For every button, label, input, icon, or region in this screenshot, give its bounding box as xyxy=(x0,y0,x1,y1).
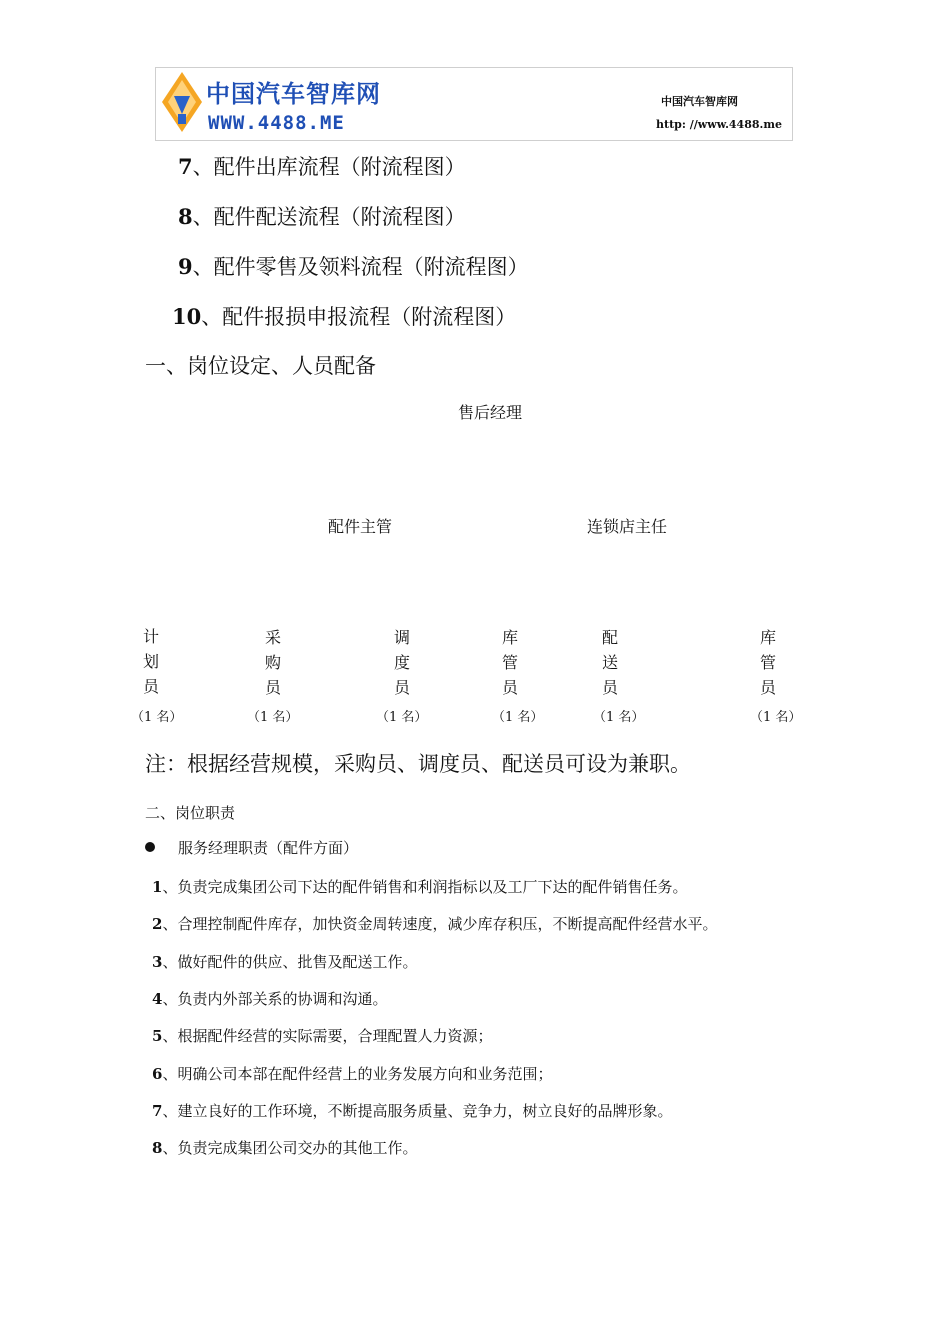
duty-item xyxy=(152,1100,672,1121)
org-role-planner xyxy=(141,624,161,699)
logo-icon xyxy=(160,70,204,136)
duty-item xyxy=(152,913,717,934)
duty-number: 5 xyxy=(152,1027,163,1045)
role-char: 采 xyxy=(264,628,281,647)
duty-item xyxy=(152,1025,492,1046)
duties-subtitle: 服务经理职责（配件方面） xyxy=(178,839,359,857)
org-role-dispatcher xyxy=(392,625,412,700)
duty-number: 6 xyxy=(152,1065,163,1083)
role-count: （1 名） xyxy=(750,710,802,725)
toc-item-10 xyxy=(172,301,516,331)
toc-item-8 xyxy=(178,201,466,231)
role-char: 计 xyxy=(142,627,159,646)
duty-text: 、负责内外部关系的协调和沟通。 xyxy=(162,990,388,1008)
toc-number: 9 xyxy=(178,254,193,279)
org-chain-store-director: 连锁店主任 xyxy=(587,517,668,536)
role-char: 库 xyxy=(501,628,518,647)
duty-item xyxy=(152,876,687,897)
duty-text: 、根据配件经营的实际需要，合理配置人力资源； xyxy=(162,1027,493,1045)
duty-item xyxy=(152,1137,417,1158)
toc-text: 、配件报损申报流程（附流程图） xyxy=(201,305,517,329)
duty-text: 、做好配件的供应、批售及配送工作。 xyxy=(162,953,418,971)
duty-text: 、负责完成集团公司交办的其他工作。 xyxy=(162,1139,418,1157)
role-char: 员 xyxy=(393,678,410,697)
duty-number: 2 xyxy=(152,915,163,933)
role-count: （1 名） xyxy=(376,710,428,725)
toc-text: 、配件零售及领料流程（附流程图） xyxy=(192,255,529,279)
section-title-duties: 二、岗位职责 xyxy=(145,804,236,822)
role-count: （1 名） xyxy=(593,710,645,725)
role-char: 员 xyxy=(264,678,281,697)
duty-number: 3 xyxy=(152,953,163,971)
role-count: （1 名） xyxy=(492,710,544,725)
duty-text: 、合理控制配件库存，加快资金周转速度，减少库存积压，不断提高配件经营水平。 xyxy=(162,915,718,933)
header-banner xyxy=(155,67,793,141)
role-char: 员 xyxy=(759,678,776,697)
role-char: 划 xyxy=(142,652,159,671)
duty-number: 7 xyxy=(152,1102,163,1120)
org-role-warehouse-keeper-2 xyxy=(758,625,778,700)
duty-item xyxy=(152,988,387,1009)
duty-item xyxy=(152,1063,552,1084)
role-char: 员 xyxy=(501,678,518,697)
role-char: 员 xyxy=(601,678,618,697)
duty-number: 4 xyxy=(152,990,163,1008)
role-count: （1 名） xyxy=(131,710,183,725)
header-site-name: 中国汽车智库网 xyxy=(661,95,738,108)
duty-text: 、负责完成集团公司下达的配件销售和利润指标以及工厂下达的配件销售任务。 xyxy=(162,878,688,896)
toc-number: 8 xyxy=(178,204,193,229)
duty-text: 、建立良好的工作环境，不断提高服务质量、竞争力，树立良好的品牌形象。 xyxy=(162,1102,673,1120)
duty-number: 8 xyxy=(152,1139,163,1157)
duty-text: 、明确公司本部在配件经营上的业务发展方向和业务范围； xyxy=(162,1065,553,1083)
role-char: 配 xyxy=(601,628,618,647)
org-top-after-sales-manager: 售后经理 xyxy=(458,403,523,422)
toc-number: 7 xyxy=(178,154,193,179)
role-count: （1 名） xyxy=(247,710,299,725)
role-char: 送 xyxy=(601,653,618,672)
role-char: 调 xyxy=(393,628,410,647)
role-char: 员 xyxy=(142,677,159,696)
logo-url: WWW.4488.ME xyxy=(208,112,345,134)
toc-item-9 xyxy=(178,251,529,281)
role-char: 库 xyxy=(759,628,776,647)
toc-number: 10 xyxy=(172,304,202,329)
logo-title: 中国汽车智库网 xyxy=(206,80,381,108)
duty-number: 1 xyxy=(152,878,163,896)
role-char: 度 xyxy=(393,653,410,672)
org-parts-supervisor: 配件主管 xyxy=(328,517,393,536)
role-char: 购 xyxy=(264,653,281,672)
bullet-icon xyxy=(145,842,155,852)
org-role-purchaser xyxy=(263,625,283,700)
role-char: 管 xyxy=(759,653,776,672)
org-role-delivery xyxy=(600,625,620,700)
toc-text: 、配件出库流程（附流程图） xyxy=(192,155,466,179)
toc-text: 、配件配送流程（附流程图） xyxy=(192,205,466,229)
org-role-warehouse-keeper xyxy=(500,625,520,700)
toc-item-7 xyxy=(178,151,466,181)
section-title-staffing: 一、岗位设定、人员配备 xyxy=(145,354,376,378)
role-char: 管 xyxy=(501,653,518,672)
duty-item xyxy=(152,951,417,972)
staffing-note: 注：根据经营规模，采购员、调度员、配送员可设为兼职。 xyxy=(145,752,691,776)
header-site-url: http: //www.4488.me xyxy=(656,118,782,131)
